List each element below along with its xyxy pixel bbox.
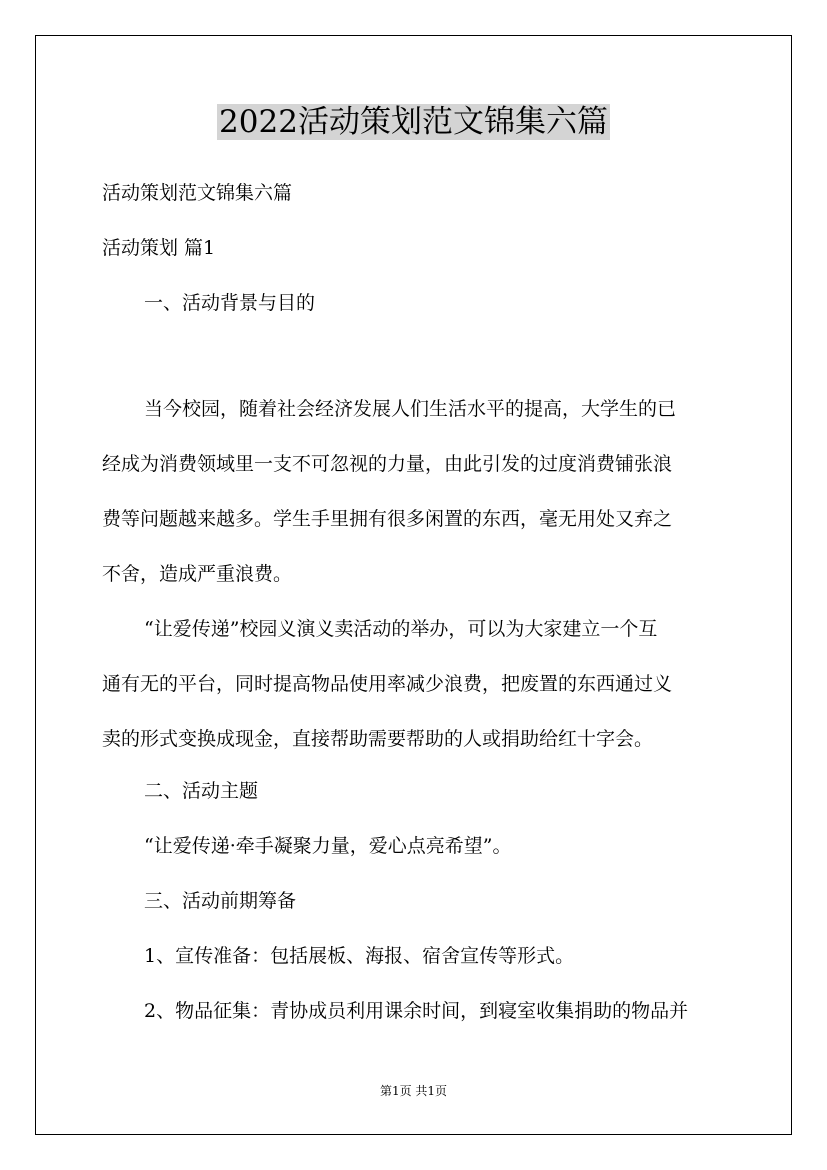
heading-theme: 二、活动主题 [144, 780, 259, 802]
page-footer: 第1页 共1页 [379, 1084, 448, 1098]
paragraph-line: 卖的形式变换成现金，直接帮助需要帮助的人或捐助给红十字会。 [102, 728, 654, 750]
paragraph-line: “让爱传递”校园义演义卖活动的举办，可以为大家建立一个互 [144, 618, 658, 640]
document-title: 2022活动策划范文锦集六篇 [219, 104, 608, 140]
heading-preparation: 三、活动前期筹备 [144, 890, 297, 912]
subtitle-line: 活动策划范文锦集六篇 [102, 182, 293, 204]
paragraph-line: 不舍，造成严重浪费。 [102, 563, 293, 585]
paragraph-line: 通有无的平台，同时提高物品使用率减少浪费，把废置的东西通过义 [102, 673, 673, 695]
list-item: 1、宣传准备：包括展板、海报、宿舍宣传等形式。 [144, 945, 575, 967]
section-label: 活动策划 篇1 [102, 237, 216, 259]
list-item: 2、物品征集：青协成员利用课余时间，到寝室收集捐助的物品并 [144, 1000, 689, 1022]
heading-background: 一、活动背景与目的 [144, 292, 316, 314]
theme-slogan: “让爱传递·牵手凝聚力量，爱心点亮希望”。 [144, 835, 512, 857]
paragraph-line: 当今校园，随着社会经济发展人们生活水平的提高，大学生的已 [144, 398, 677, 420]
paragraph-line: 费等问题越来越多。学生手里拥有很多闲置的东西，毫无用处又弃之 [102, 508, 673, 530]
paragraph-line: 经成为消费领域里一支不可忽视的力量，由此引发的过度消费铺张浪 [102, 453, 673, 475]
